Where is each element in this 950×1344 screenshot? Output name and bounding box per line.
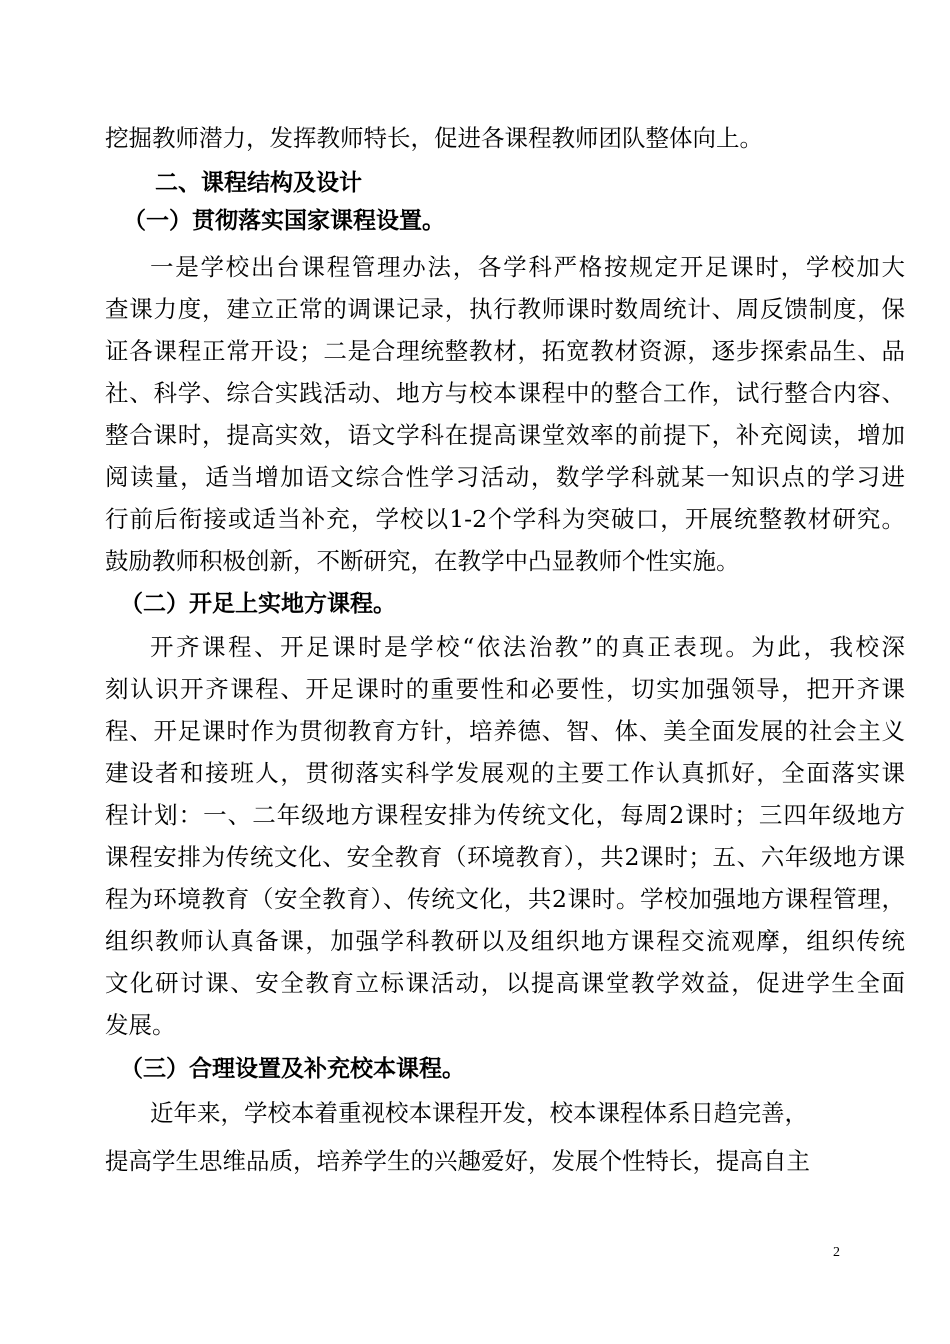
paragraph-line: 建设者和接班人，贯彻落实科学发展观的主要工作认真抓好，全面落实课 xyxy=(105,759,905,787)
paragraph-line: 程计划：一、二年级地方课程安排为传统文化，每周2课时；三四年级地方 xyxy=(105,801,905,829)
paragraph-line: 整合课时，提高实效，语文学科在提高课堂效率的前提下，补充阅读，增加 xyxy=(105,421,905,449)
paragraph-line: 阅读量，适当增加语文综合性学习活动，数学学科就某一知识点的学习进 xyxy=(105,463,905,491)
paragraph-line: 一是学校出台课程管理办法，各学科严格按规定开足课时，学校加大 xyxy=(150,253,905,281)
paragraph-line: 组织教师认真备课，加强学科教研以及组织地方课程交流观摩，组织传统 xyxy=(105,927,905,955)
paragraph-line: 挖掘教师潜力，发挥教师特长，促进各课程教师团队整体向上。 xyxy=(105,124,763,152)
subsection-heading-2: （二）开足上实地方课程。 xyxy=(120,591,396,617)
paragraph-line: 开齐课程、开足课时是学校“依法治教”的真正表现。为此，我校深 xyxy=(150,633,905,661)
paragraph-line: 提高学生思维品质，培养学生的兴趣爱好，发展个性特长，提高自主 xyxy=(105,1147,810,1175)
paragraph-line: 查课力度，建立正常的调课记录，执行教师课时数周统计、周反馈制度，保 xyxy=(105,295,905,323)
paragraph-line: 发展。 xyxy=(105,1011,176,1039)
paragraph-line: 文化研讨课、安全教育立标课活动，以提高课堂教学效益，促进学生全面 xyxy=(105,969,905,997)
subsection-heading-1: （一）贯彻落实国家课程设置。 xyxy=(123,208,445,234)
subsection-heading-3: （三）合理设置及补充校本课程。 xyxy=(120,1056,465,1082)
paragraph-line: 刻认识开齐课程、开足课时的重要性和必要性，切实加强领导，把开齐课 xyxy=(105,675,905,703)
paragraph-line: 程、开足课时作为贯彻教育方针，培养德、智、体、美全面发展的社会主义 xyxy=(105,717,905,745)
paragraph-line: 行前后衔接或适当补充，学校以1-2个学科为突破口，开展统整教材研究。 xyxy=(105,505,905,533)
paragraph-line: 社、科学、综合实践活动、地方与校本课程中的整合工作，试行整合内容、 xyxy=(105,379,905,407)
paragraph-line: 程为环境教育（安全教育）、传统文化，共2课时。学校加强地方课程管理， xyxy=(105,885,905,913)
paragraph-line: 鼓励教师积极创新，不断研究，在教学中凸显教师个性实施。 xyxy=(105,547,740,575)
paragraph-line: 近年来，学校本着重视校本课程开发，校本课程体系日趋完善， xyxy=(150,1099,808,1127)
page-number: 2 xyxy=(833,1245,840,1260)
section-heading: 二、课程结构及设计 xyxy=(155,170,362,196)
paragraph-line: 课程安排为传统文化、安全教育（环境教育），共2课时；五、六年级地方课 xyxy=(105,843,905,871)
paragraph-line: 证各课程正常开设；二是合理统整教材，拓宽教材资源，逐步探索品生、品 xyxy=(105,337,905,365)
